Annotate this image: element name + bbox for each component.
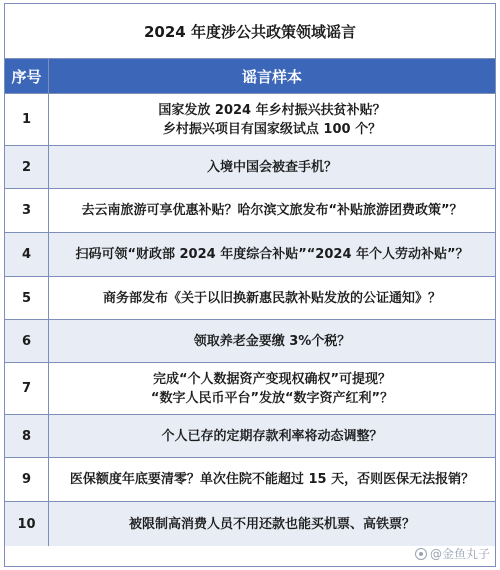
rumor-line: “数字人民币平台”发放“数字资产红利”？	[150, 390, 394, 406]
row-rumor	[49, 94, 495, 145]
row-index: 10	[5, 502, 49, 546]
table-row	[5, 277, 495, 320]
table-body	[5, 94, 495, 546]
row-index: 5	[5, 277, 49, 319]
rumor-line: 完成“个人数据资产变现权确权”可提现？	[152, 371, 392, 387]
row-index: 1	[5, 94, 49, 145]
table-row	[5, 233, 495, 277]
row-rumor	[49, 363, 495, 414]
row-rumor	[49, 146, 495, 188]
rumor-line: 被限制高消费人员不用还款也能买机票、高铁票？	[128, 516, 415, 532]
row-rumor	[49, 502, 495, 546]
watermark	[415, 545, 490, 562]
row-rumor	[49, 458, 495, 501]
header-index: 序号	[5, 59, 49, 93]
row-rumor	[49, 189, 495, 232]
row-rumor	[49, 415, 495, 457]
row-index: 9	[5, 458, 49, 501]
row-rumor	[49, 277, 495, 319]
rumor-line: 乡村振兴项目有国家级试点 100 个？	[162, 121, 382, 137]
row-index: 4	[5, 233, 49, 276]
table-row	[5, 415, 495, 458]
header-rumor: 谣言样本	[241, 67, 302, 86]
rumor-line: 个人已存的定期存款利率将动态调整？	[161, 428, 383, 444]
table-row	[5, 502, 495, 546]
table-row	[5, 363, 495, 415]
rumor-line: 医保额度年底要清零？单次住院不能超过 15 天，否则医保无法报销？	[69, 472, 475, 487]
rumor-line: 去云南旅游可享优惠补贴？哈尔滨文旅发布“补贴旅游团费政策”？	[81, 203, 463, 218]
row-rumor	[49, 320, 495, 362]
rumor-line: 商务部发布《关于以旧换新惠民款补贴发放的公证通知》？	[102, 290, 441, 306]
table-row	[5, 146, 495, 189]
row-index: 8	[5, 415, 49, 457]
row-index: 3	[5, 189, 49, 232]
watermark-logo-icon	[415, 548, 427, 560]
table-row	[5, 189, 495, 233]
row-index: 7	[5, 363, 49, 414]
table-row	[5, 320, 495, 363]
table-row	[5, 458, 495, 502]
rumor-line: 入境中国会被查手机？	[206, 159, 337, 175]
rumor-table	[4, 3, 496, 567]
rumor-line: 扫码可领“财政部 2024 年度综合补贴”“2024 年个人劳动补贴”？	[75, 247, 469, 262]
row-index: 6	[5, 320, 49, 362]
rumor-line: 国家发放 2024 年乡村振兴扶贫补贴？	[158, 102, 386, 118]
table-title: 2024 年度涉公共政策领域谣言	[5, 4, 495, 59]
table-header	[5, 59, 495, 94]
table-row	[5, 94, 495, 146]
row-index: 2	[5, 146, 49, 188]
rumor-line: 领取养老金要缴 3%个税？	[193, 333, 351, 349]
watermark-text: @金鱼丸子	[429, 547, 490, 561]
row-rumor	[49, 233, 495, 276]
